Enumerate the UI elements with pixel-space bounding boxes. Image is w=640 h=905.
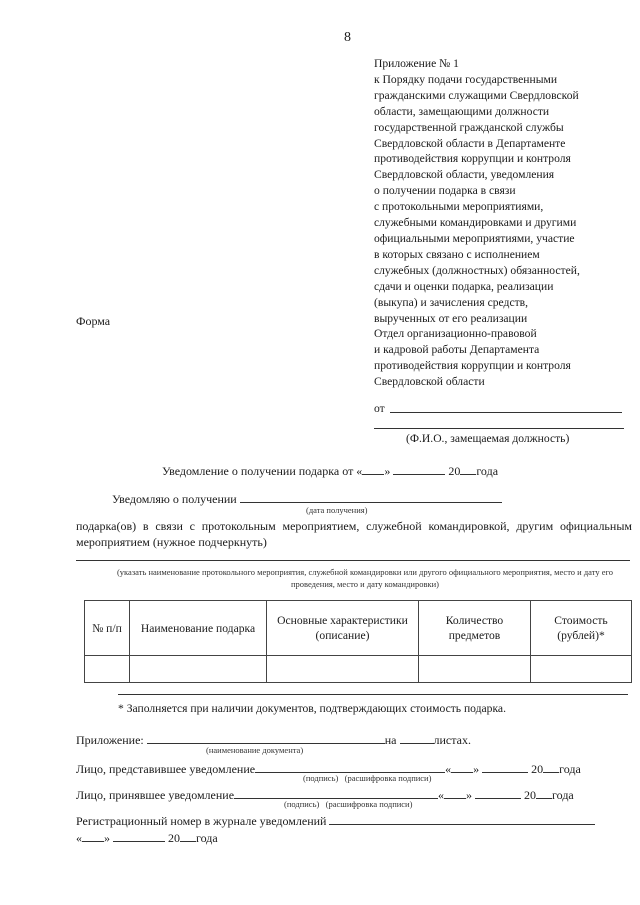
- table-cell[interactable]: [85, 656, 130, 683]
- appendix-line: в которых связано с исполнением: [374, 247, 540, 261]
- quote-close: »: [466, 788, 473, 802]
- year-prefix: 20: [524, 788, 537, 802]
- form-label: Форма: [76, 314, 111, 328]
- quote-open: «: [438, 788, 445, 802]
- receipt-label: Уведомляю о получении: [112, 492, 237, 506]
- accepted-year-field[interactable]: [536, 786, 552, 799]
- appendix-line: Свердловской области в Департаменте: [374, 136, 566, 150]
- col-characteristics: Основные характеристики (описание): [267, 601, 419, 656]
- appendix-line: вырученных от его реализации: [374, 311, 528, 325]
- presented-label: Лицо, представившее уведомление: [76, 762, 256, 776]
- table-header-row: [85, 601, 632, 656]
- accepted-sign-field[interactable]: [234, 786, 438, 799]
- registration-year-field[interactable]: [180, 829, 196, 842]
- year-suffix: года: [559, 762, 581, 776]
- appendix-line: официальными мероприятиями, участие: [374, 231, 575, 245]
- quote-close: »: [104, 831, 110, 845]
- registration-month-field[interactable]: [113, 829, 165, 842]
- year-prefix: 20: [168, 831, 180, 845]
- title-month-field[interactable]: [393, 462, 445, 475]
- presented-day-field[interactable]: [451, 760, 473, 773]
- appendix-line: служебных (должностных) обязанностей,: [374, 263, 580, 277]
- appendix-line: противодействия коррупции и контроля: [374, 152, 571, 166]
- attachment-doc-field[interactable]: [147, 731, 385, 744]
- date-hint: (дата получения): [306, 505, 368, 515]
- appendix-line: Приложение № 1: [374, 57, 459, 70]
- receipt-date-field[interactable]: [240, 490, 502, 503]
- presented-month-field[interactable]: [482, 760, 528, 773]
- event-hint: (указать наименование протокольного мероприятия, служебной командировки или другого официального мероприятия, место и дату его проведения, место и дату командировки): [116, 567, 614, 589]
- title-year-suffix: года: [476, 464, 499, 478]
- registration-number-field[interactable]: [329, 812, 595, 825]
- registration-date-line: [76, 829, 218, 846]
- title-year-prefix: 20: [448, 464, 461, 478]
- table-cell[interactable]: [419, 656, 531, 683]
- year-suffix: года: [552, 788, 574, 802]
- title-year-field[interactable]: [460, 462, 476, 475]
- attachment-label: Приложение:: [76, 733, 144, 747]
- event-paragraph: подарка(ов) в связи с протокольным мероприятием, служебной командировкой, другим официальным мероприятием (нужное подчеркнуть): [76, 519, 632, 549]
- addressee-line: Свердловской области: [374, 374, 485, 388]
- col-cost: Стоимость (рублей)*: [531, 601, 632, 656]
- appendix-line: о получении подарка в связи: [374, 184, 516, 198]
- table-cell[interactable]: [531, 656, 632, 683]
- col-gift-name: Наименование подарка: [130, 601, 267, 656]
- footnote-divider: [118, 694, 628, 695]
- accepted-label: Лицо, принявшее уведомление: [76, 788, 235, 802]
- appendix-line: с протокольными мероприятиями,: [374, 200, 544, 214]
- title-day-field[interactable]: [362, 462, 384, 475]
- presented-sign-field[interactable]: [255, 760, 445, 773]
- registration-line: [76, 812, 595, 829]
- doc-hint: (наименование документа): [206, 745, 304, 755]
- title-quote-close: »: [384, 464, 391, 478]
- sign-hint: (подпись) (расшифровка подписи): [303, 773, 432, 783]
- appendix-line: государственной гражданской службы: [374, 120, 564, 134]
- appendix-line: (выкупа) и зачисления средств,: [374, 295, 529, 309]
- table-cell[interactable]: [267, 656, 419, 683]
- year-suffix: года: [196, 831, 218, 845]
- notice-title: [162, 462, 498, 479]
- col-number: № п/п: [85, 601, 130, 656]
- accepted-day-field[interactable]: [444, 786, 466, 799]
- sign-hint: (подпись) (расшифровка подписи): [284, 799, 413, 809]
- fio-hint: (Ф.И.О., замещаемая должность): [406, 432, 570, 445]
- addressee-line: и кадровой работы Департамента: [374, 342, 540, 356]
- addressee-block: [374, 326, 571, 390]
- appendix-line: служебными командировками и другими: [374, 216, 577, 230]
- year-prefix: 20: [531, 762, 544, 776]
- table-cell[interactable]: [130, 656, 267, 683]
- from-field-2[interactable]: [374, 428, 624, 429]
- gifts-table: [84, 600, 632, 683]
- attachment-on: на: [384, 733, 397, 747]
- quote-open: «: [76, 831, 82, 845]
- event-field[interactable]: [76, 560, 630, 561]
- attachment-sheets-field[interactable]: [400, 731, 434, 744]
- appendix-line: Свердловской области, уведомления: [374, 168, 555, 182]
- table-row: [85, 656, 632, 683]
- appendix-line: гражданскими служащими Свердловской: [374, 88, 579, 102]
- appendix-line: области, замещающими должности: [374, 104, 550, 118]
- title-text: Уведомление о получении подарка от «: [162, 464, 363, 478]
- addressee-line: противодействия коррупции и контроля: [374, 358, 571, 372]
- presented-year-field[interactable]: [543, 760, 559, 773]
- footnote: * Заполняется при наличии документов, подтверждающих стоимость подарка.: [118, 702, 506, 715]
- from-field[interactable]: [390, 412, 622, 413]
- page-number: 8: [344, 30, 351, 45]
- attachment-sheets: листах.: [433, 733, 471, 747]
- quote-open: «: [445, 762, 452, 776]
- accepted-month-field[interactable]: [475, 786, 521, 799]
- appendix-block: [374, 56, 580, 326]
- appendix-line: к Порядку подачи государственными: [374, 72, 558, 86]
- addressee-line: Отдел организационно-правовой: [374, 327, 537, 340]
- from-label: от: [374, 402, 385, 415]
- appendix-line: сдачи и оценки подарка, реализации: [374, 279, 554, 293]
- registration-day-field[interactable]: [82, 829, 104, 842]
- quote-close: »: [473, 762, 480, 776]
- registration-label: Регистрационный номер в журнале уведомлений: [76, 814, 327, 828]
- col-quantity: Количество предметов: [419, 601, 531, 656]
